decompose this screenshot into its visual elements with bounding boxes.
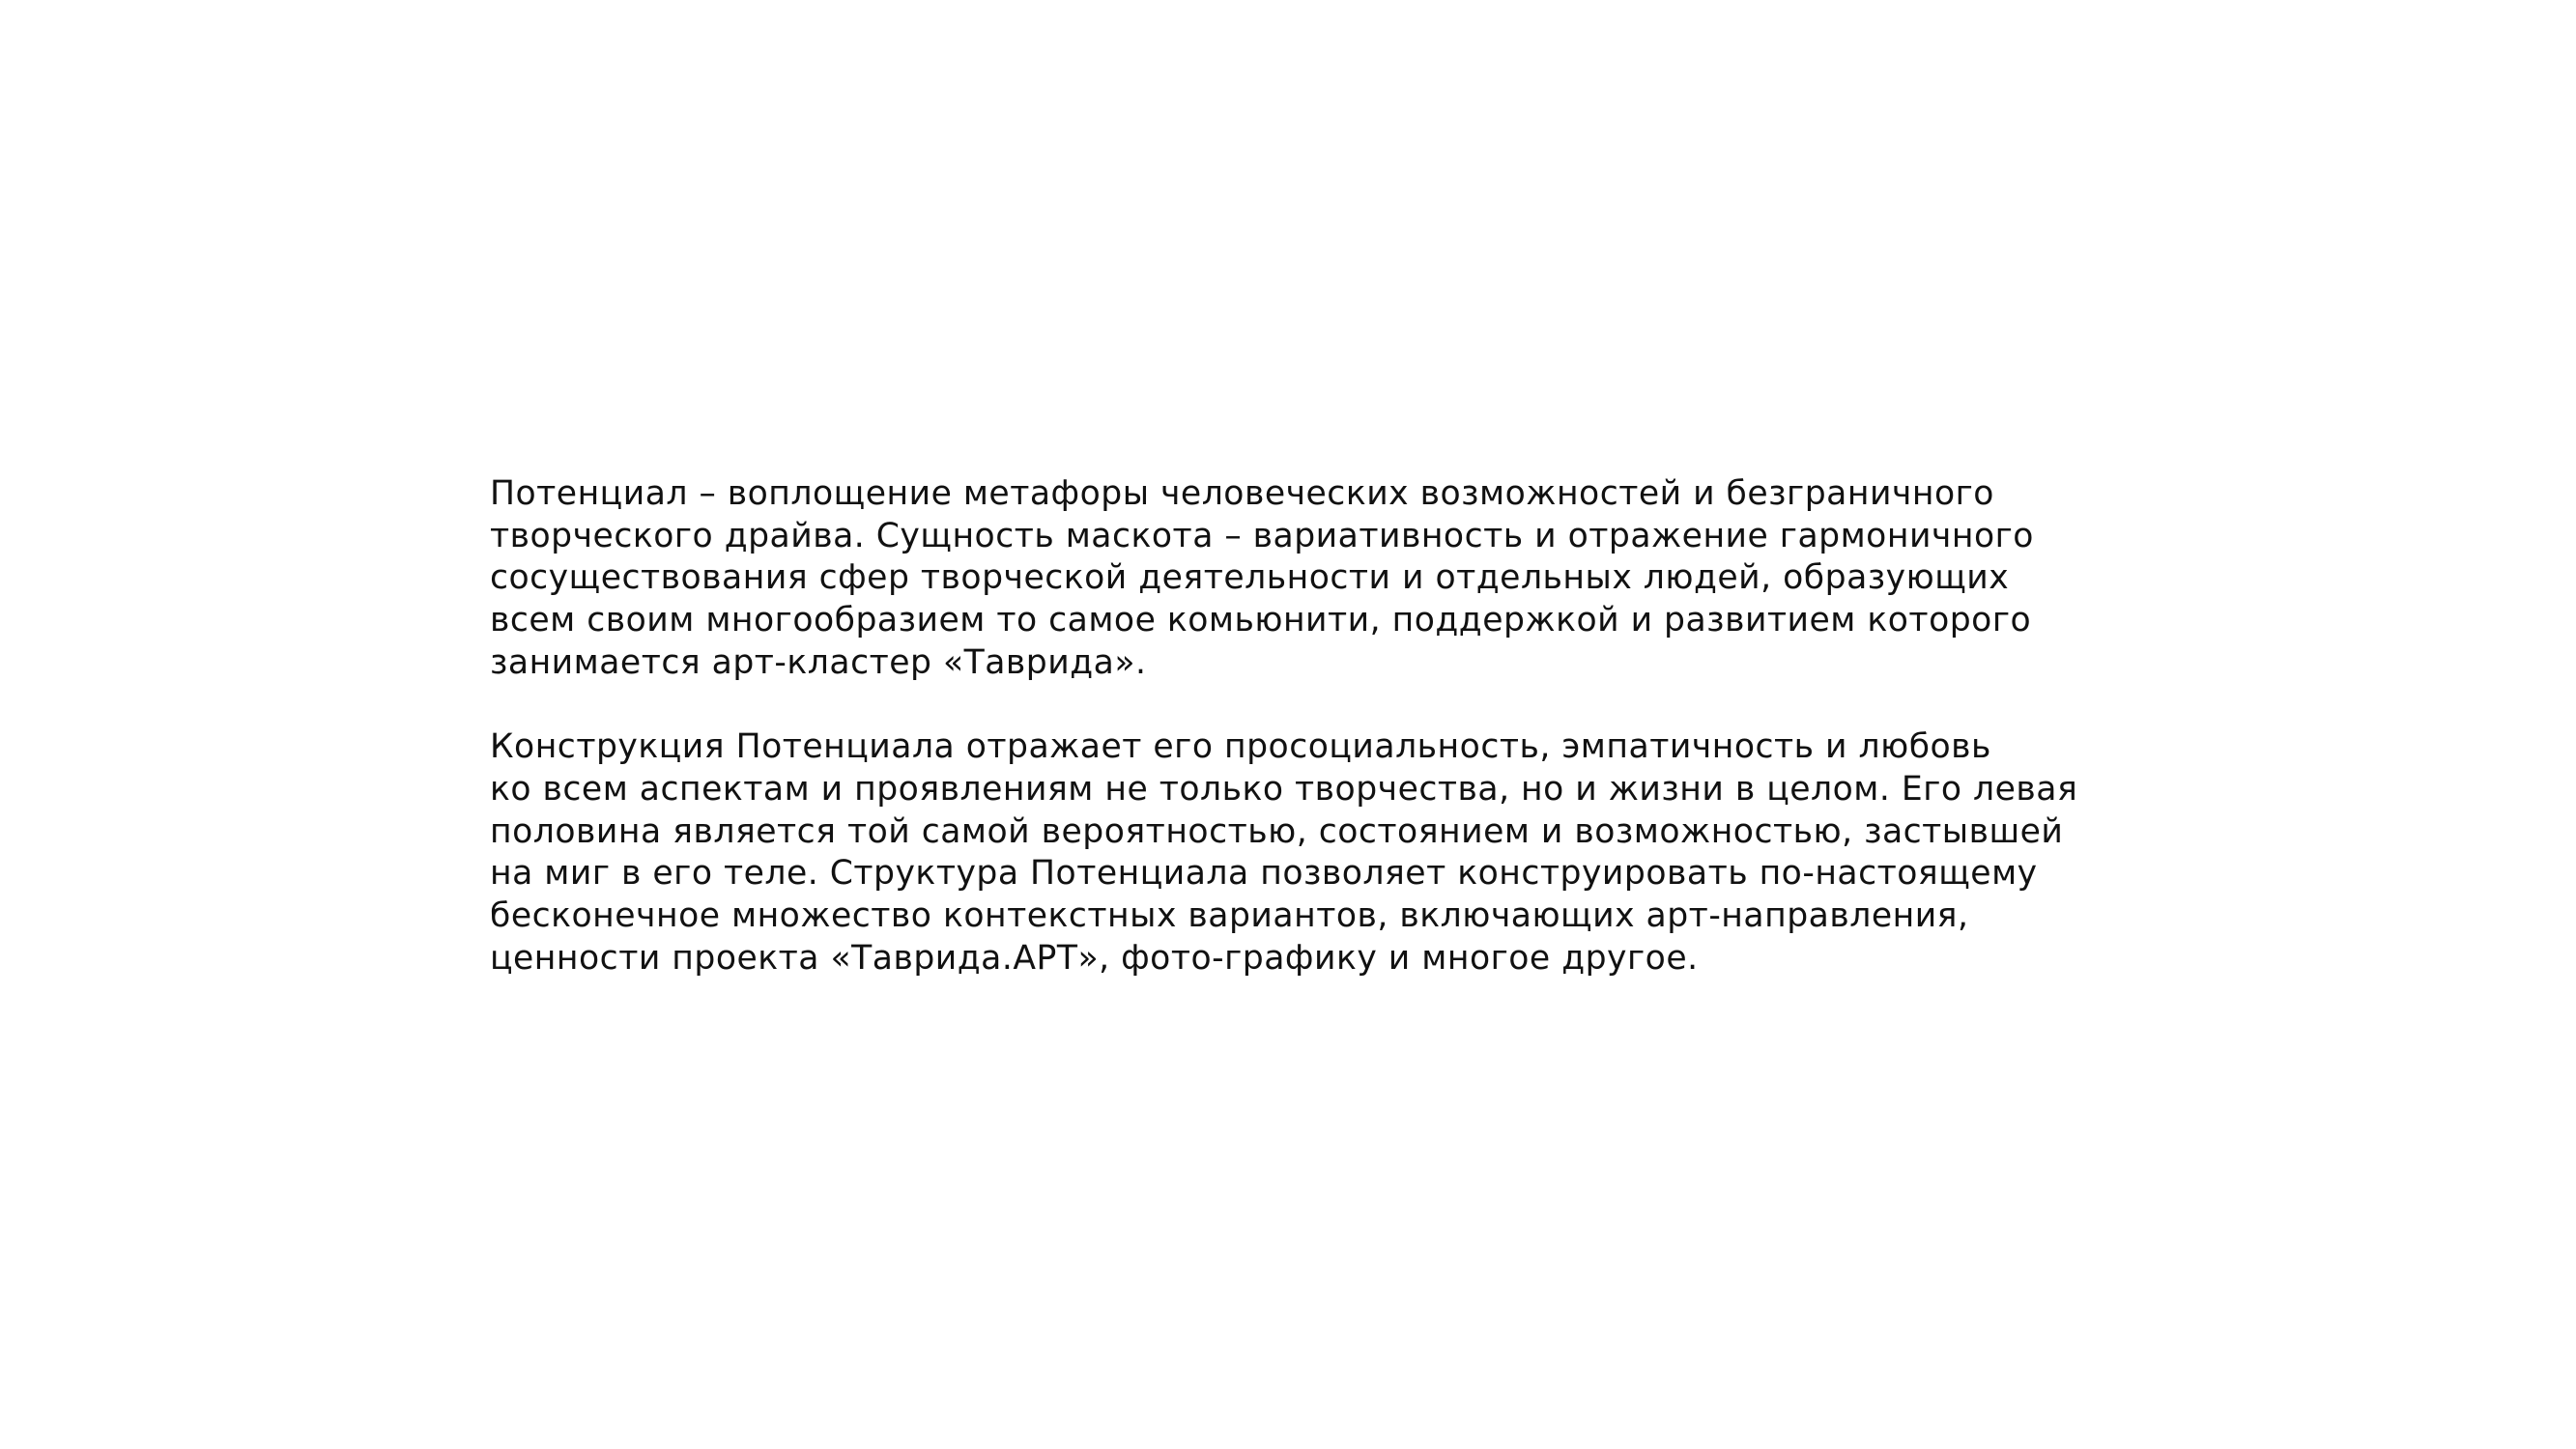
text-line: Потенциал – воплощение метафоры человеческих возможностей и безграничного bbox=[490, 474, 1994, 513]
text-line: творческого драйва. Сущность маскота – вариативность и отражение гармоничного bbox=[490, 516, 2034, 555]
paragraph-intro bbox=[490, 473, 2132, 685]
text-line: ценности проекта «Таврида.АРТ», фото-графику и многое другое. bbox=[490, 938, 1699, 978]
text-block bbox=[490, 473, 2132, 980]
paragraph-construction bbox=[490, 726, 2132, 980]
text-line: всем своим многообразием то самое комьюнити, поддержкой и развитием которого bbox=[490, 601, 2032, 640]
text-line: бесконечное множество контекстных вариантов, включающих арт-направления, bbox=[490, 896, 1969, 936]
text-line: ко всем аспектам и проявлениям не только творчества, но и жизни в целом. Его левая bbox=[490, 769, 2078, 809]
text-line: половина является той самой вероятностью, состоянием и возможностью, застывшей bbox=[490, 811, 2064, 851]
text-line: Конструкция Потенциала отражает его просоциальность, эмпатичность и любовь bbox=[490, 727, 1991, 767]
text-line: на миг в его теле. Структура Потенциала позволяет конструировать по-настоящему bbox=[490, 854, 2038, 894]
text-line: занимается арт-кластер «Таврида». bbox=[490, 642, 1147, 682]
text-line: сосуществования сфер творческой деятельности и отдельных людей, образующих bbox=[490, 558, 2010, 598]
